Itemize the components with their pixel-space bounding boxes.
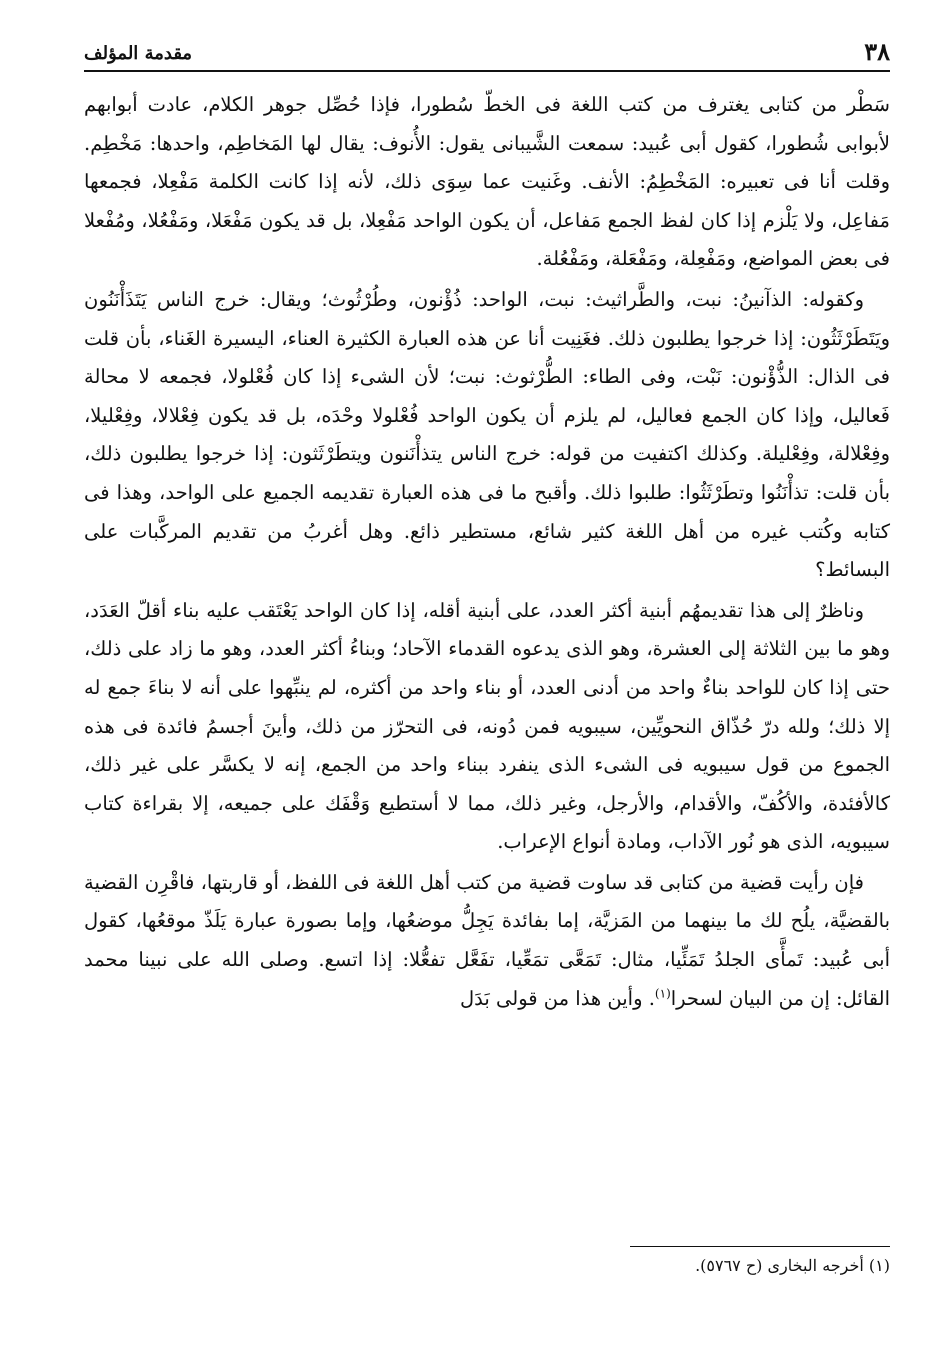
paragraph-2: وكقوله: الذآنينُ: نبت، والطَّراثيث: نبت، الواحد: ذُؤْنون، وطُرْثُوث؛ ويقال: خرج الناس يَتَذَأْنَنُون ويَتَطَرْثَثُون: إذا خرجوا يطلبون ذلك. فغَنِيت أنا عن هذه العبارة الكثيرة العناء، اليسيرة الغَناء، بأن قلت فى الذال: الذُّؤْنون: نَبْت، وفى الطاء: الطُّرْثوث: نبت؛ لأن الشىء إذا كان فُعْلولا، فجمعه لا محالة فَعاليل، وإذا كان الجمع فعاليل، لم يلزم أن يكون الواحد فُعْلولا وحْدَه، بل قد يكون فِعْلالا، وفِعْليلا، وفِعْلالة، وفِعْليلة. وكذلك اكتفيت من قوله: خرج الناس يتذأْنَنون ويتطَرْثَثون: إذا خرجوا يطلبون ذلك، بأن قلت: تذأْنَنُوا وتطَرْثَثُوا: طلبوا ذلك. وأقبح ما فى هذه العبارة تقديمه الجميع على الواحد، وهذا فى كتابه وكُتب غيره من أهل اللغة كثير شائع، مستطير ذائع. وهل أغربُ من تقديم المركَّبات على البسائط؟ [84, 287, 890, 582]
body-text [84, 86, 890, 1018]
document-page [84, 32, 890, 1352]
paragraph-3: وناظرٌ إلى هذا تقديمهُم أبنية أكثر العدد، على أبنية أقله، إذا كان الواحد يَعْتَقب عليه بناء أقلّ العَدَد، وهو ما بين الثلاثة إلى العشرة، وهو الذى يدعوه القدماء الآحاد؛ وبناءُ أكثر العدد، وهو ما زاد على ذلك، حتى إذا كان للواحد بناءٌ واحد من أدنى العدد، أو بناء واحد من أكثره، لم ينبِّهوا على أنه لا بناءَ جمع له إلا ذلك؛ ولله درّ حُذّاق النحويِّين، سيبويه فمن دُونه، فى التحرّز من ذلك، وأينَ أجسمُ فائدة فى هذه الجموع من قول سيبويه فى الشىء الذى ينفرد ببناء واحد من الجمع، إنه لا يكسَّر على غير ذلك، كالأفئدة، والأكُفّ، والأقدام، والأرجل، وغير ذلك، مما لا أستطيع وَقْفَك على جميعه، إلا بقراءة كتاب سيبويه، الذى هو نُور الآداب، ومادة أنواع الإعراب. [84, 598, 890, 854]
page-number: ٣٨ [864, 37, 890, 66]
footnote-reference[interactable]: (١) [654, 986, 671, 1001]
footnote: (١) أخرجه البخارى (ح ٥٧٦٧). [695, 1256, 890, 1275]
paragraph-4-text: فإن رأيت قضية من كتابى قد ساوت قضية من كتب أهل اللغة فى اللفظ، أو قاربتها، فاقْرِن القضية بالقضيَّة، يلُح لك ما بينهما من المَزيَّة، إما بفائدة يَجِلُّ موضعُها، وإما بصورة عبارة يَلَذّ موقعُها، كقول أبى عُبيد: تَمأَّى الجلدُ تَمَئِّيا، مثال: تَمَعَّى تمَعِّيا، تفَعَّل تفعُّلا: إذا اتسع. وصلى الله على نبينا محمد القائل: إن من البيان لسحرا [84, 870, 890, 1010]
paragraph-1: سَطْر من كتابى يغترف من كتب اللغة فى الخطّ سُطورا، فإذا حُصِّل جوهر الكلام، عادت أبوابهم لأبوابى شُطورا، كقول أبى عُبيد: سمعت الشَّيبانى يقول: الأُنوف: يقال لها المَخاطِم، واحدها: مَخْطِم. وقلت أنا فى تعبيره: المَخْطِمُ: الأنف. وغَنيت عما سِوَى ذلك، لأنه إذا كانت الكلمة مَفْعِلا، فجمعها مَفاعِل، ولا يَلْزم إذا كان لفظ الجمع مَفاعل، أن يكون الواحد مَفْعِلا، بل قد يكون مَفْعَلا، ومَفْعُلا، ومُفْعلا فى بعض المواضع، ومَفْعِلة، ومَفْعَلة، ومَفْعُلة. [84, 93, 890, 271]
paragraph-4-tail: . وأين هذا من قولى بَدَل [459, 986, 655, 1010]
running-title: مقدمة المؤلف [84, 43, 193, 64]
paragraph-4 [84, 864, 890, 1018]
footnote-divider [630, 1246, 890, 1247]
page-header [84, 32, 890, 72]
